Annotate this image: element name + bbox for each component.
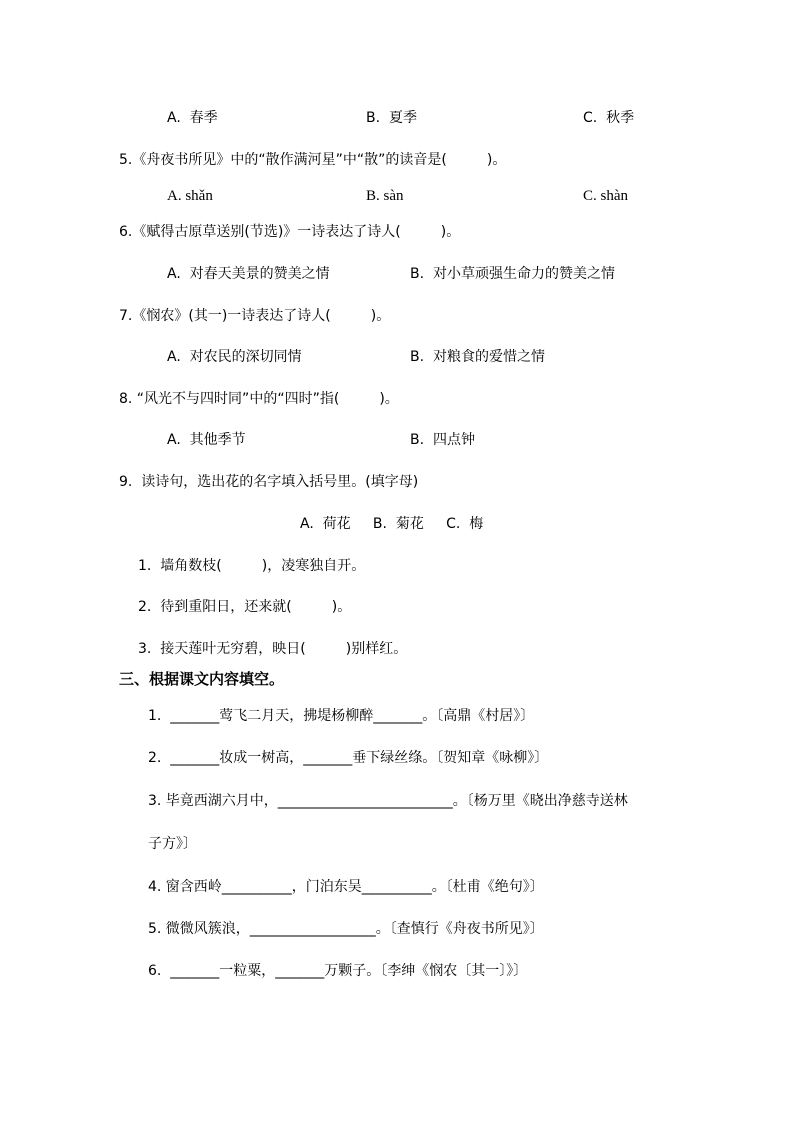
q9-item-1: 1. 墙角数枝( )，凌寒独自开。: [138, 558, 366, 574]
q7-option-b: B. 对粮食的爱惜之情: [410, 349, 545, 365]
q5-question: 5.《舟夜书所见》中的“散作满河星”中“散”的读音是( )。: [119, 152, 507, 168]
q6-option-a: A. 对春天美景的赞美之情: [167, 266, 330, 282]
q9-item-2: 2. 待到重阳日，还来就( )。: [138, 599, 352, 615]
q5-option-a: A. shǎn: [167, 188, 213, 204]
q4-option-c: C. 秋季: [583, 110, 635, 126]
fill-item-5: 5. 微微风簇浪，__________________。〔查慎行《舟夜书所见》〕: [148, 921, 544, 937]
fill-item-6: 6. _______一粒粟，_______万颗子。〔李绅《悯农〔其一〕》〕: [148, 963, 528, 979]
q7-question: 7.《悯农》(其一)一诗表达了诗人( )。: [119, 308, 391, 324]
fill-item-4: 4. 窗含西岭__________，门泊东吴__________。〔杜甫《绝句》〕: [148, 879, 544, 895]
q4-option-a: A. 春季: [167, 110, 218, 126]
q6-option-b: B. 对小草顽强生命力的赞美之情: [410, 266, 615, 282]
q7-option-a: A. 对农民的深切同情: [167, 349, 302, 365]
q8-option-a: A. 其他季节: [167, 432, 246, 448]
fill-item-2: 2. _______妆成一树高，_______垂下绿丝绦。〔贺知章《咏柳》〕: [148, 750, 549, 766]
fill-item-3: 3. 毕竟西湖六月中，_________________________。〔杨万里《晓出净慈寺送林: [148, 793, 628, 809]
q9-item-3: 3. 接天莲叶无穷碧，映日( )别样红。: [138, 641, 408, 657]
q9-flower-choices: A. 荷花 B. 菊花 C. 梅: [300, 516, 484, 532]
q9-question: 9. 读诗句，选出花的名字填入括号里。(填字母): [119, 474, 419, 490]
q8-option-b: B. 四点钟: [410, 432, 475, 448]
q4-option-b: B. 夏季: [366, 110, 417, 126]
q8-question: 8. “风光不与四时同”中的“四时”指( )。: [119, 391, 399, 407]
q5-option-b: B. sàn: [366, 188, 404, 204]
fill-item-1: 1. _______莺飞二月天，拂堤杨柳醉_______。〔高鼎《村居》〕: [148, 708, 535, 724]
section3-heading: 三、根据课文内容填空。: [119, 670, 285, 688]
q6-question: 6.《赋得古原草送别(节选)》一诗表达了诗人( )。: [119, 224, 461, 240]
q5-option-c: C. shàn: [583, 188, 628, 204]
fill-item-3-continued: 子方》〕: [148, 836, 197, 852]
